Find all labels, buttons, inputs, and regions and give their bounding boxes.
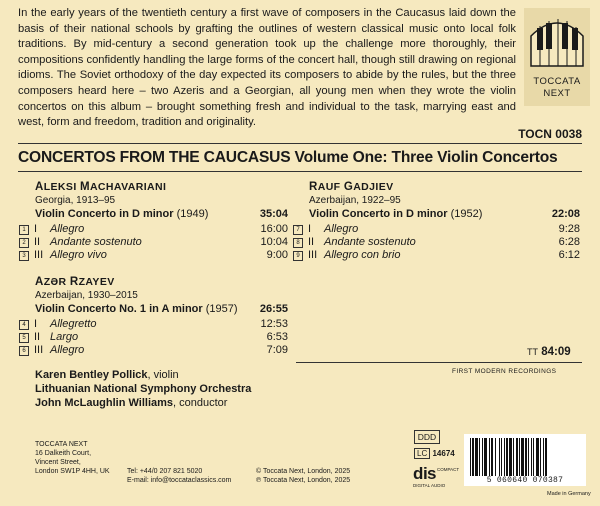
barcode-bar [501, 438, 502, 476]
work-title: Violin Concerto in D minor (1952) 22:08 [309, 208, 580, 220]
barcode-bar [472, 438, 474, 476]
copyright: © Toccata Next, London, 2025 ℗ Toccata Next, London, 2025 [256, 468, 351, 484]
barcode-bar [533, 438, 534, 476]
barcode-bars [470, 438, 580, 476]
barcode-bar [509, 438, 512, 476]
performer: John McLaughlin Williams, conductor [35, 397, 228, 409]
barcode-bar [543, 438, 544, 476]
barcode-bar [516, 438, 518, 476]
svg-text:i: i [423, 464, 428, 482]
track-row: 3 III Allegro vivo 9:00 [19, 249, 288, 262]
composer-name: AZƏR RZAYEV [35, 276, 115, 288]
barcode-bar [525, 438, 527, 476]
svg-text:d: d [413, 464, 424, 482]
intro-text: In the early years of the twentieth century a first wave of composers in the Caucasus laid down the basis of their national schools by grafting the outlines of western classical music onto local folk traditions. By mid-century a second generation took up the challenge more thoroughly, their compositions confidently handling the large forms of the concert hall, though still drawing on regional idioms. The Soviet orthodoxy of the day expected its composers to abide by the rules, but the three composers heard here – two Azeris and a Georgian, all young men when they wrote the violin concertos on this album – brought something fresh and individual to the task, marrying east and west, form and freedom, tradition and originality. [18, 7, 516, 129]
barcode-bar [484, 438, 487, 476]
composer-dates: Azerbaijan, 1930–2015 [35, 290, 138, 301]
first-recordings-note: FIRST MODERN RECORDINGS [452, 368, 557, 375]
made-in-note: Made in Germany [547, 491, 591, 497]
svg-text:s: s [427, 464, 437, 482]
composer-name: ALEKSI MACHAVARIANI [35, 181, 167, 193]
label-address: TOCCATA NEXT 16 Dalkeith Court, Vincent Street, London SW1P 4HH, UK [35, 441, 110, 475]
label-contact: Tel: +44/0 207 821 5020 E-mail: info@toccataclassics.com [127, 468, 232, 484]
disc-compact-label: COMPACT [437, 467, 460, 472]
barcode-bar [491, 438, 493, 476]
composer-dates: Georgia, 1913–95 [35, 195, 116, 206]
track-row: 1 I Allegro 16:00 [19, 223, 288, 236]
track-row: 8 II Andante sostenuto 6:28 [293, 236, 580, 249]
work-title: Violin Concerto No. 1 in A minor (1957) 26:55 [35, 303, 288, 315]
divider-top [18, 143, 582, 144]
label-code: LC 14674 [414, 449, 455, 458]
barcode-digits: 5 060640 070387 [486, 476, 564, 485]
barcode-bar [475, 438, 478, 476]
barcode-bar [470, 438, 471, 476]
divider-bottom [18, 171, 582, 172]
barcode-bar [528, 438, 529, 476]
barcode-bar [545, 438, 547, 476]
barcode-bar [519, 438, 520, 476]
barcode-bar [479, 438, 480, 476]
compact-disc-logo [413, 464, 460, 488]
barcode-bar [489, 438, 490, 476]
barcode-bar [531, 438, 532, 476]
ddd-badge: DDD [414, 430, 440, 444]
piano-keys-icon [529, 14, 585, 68]
barcode-bar [521, 438, 524, 476]
barcode-bar [504, 438, 505, 476]
disc-digital-label: DIGITAL AUDIO [413, 483, 446, 488]
barcode-bar [513, 438, 514, 476]
track-row: 7 I Allegro 9:28 [293, 223, 580, 236]
barcode-bar [506, 438, 508, 476]
track-row: 2 II Andante sostenuto 10:04 [19, 236, 288, 249]
barcode-bar [482, 438, 483, 476]
catalogue-number: TOCN 0038 [518, 127, 582, 141]
work-title: Violin Concerto in D minor (1949) 35:04 [35, 208, 288, 220]
barcode [464, 434, 586, 486]
track-row: 5 II Largo 6:53 [19, 331, 288, 344]
composer-dates: Azerbaijan, 1922–95 [309, 195, 401, 206]
barcode-bar [499, 438, 500, 476]
track-row: 6 III Allegro 7:09 [19, 344, 288, 357]
barcode-bar [540, 438, 541, 476]
track-row: 4 I Allegretto 12:53 [19, 318, 288, 331]
performer: Lithuanian National Symphony Orchestra [35, 383, 252, 395]
disc-icon [413, 464, 437, 482]
logo-line1: TOCCATA [533, 76, 581, 87]
total-time: TT 84:09 [527, 346, 571, 358]
performer: Karen Bentley Pollick, violin [35, 369, 179, 381]
composer-name: RAUF GADJIEV [309, 181, 394, 193]
divider-total [296, 362, 582, 363]
album-title: CONCERTOS FROM THE CAUCASUS Volume One: Three Violin Concertos [18, 149, 558, 166]
barcode-bar [536, 438, 539, 476]
toccata-next-logo [524, 8, 590, 106]
logo-line2: NEXT [543, 88, 571, 99]
barcode-bar [495, 438, 496, 476]
track-row: 9 III Allegro con brio 6:12 [293, 249, 580, 262]
